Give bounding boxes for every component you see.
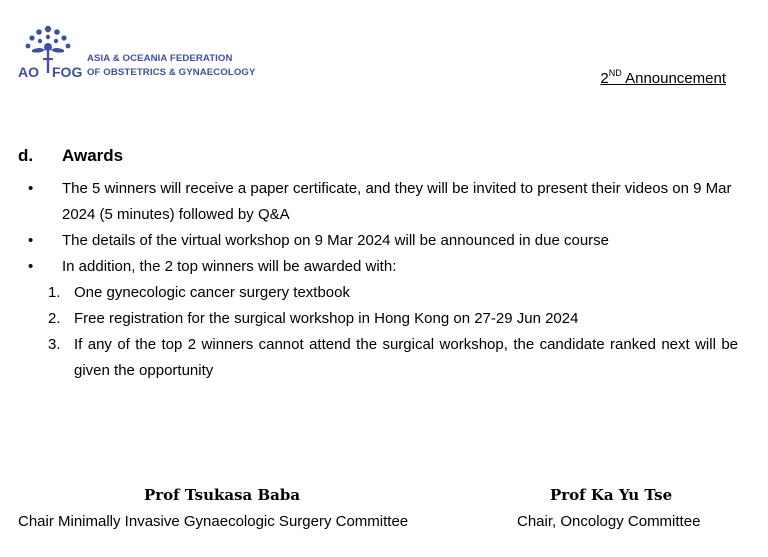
aofog-logo xyxy=(18,22,83,80)
announcement-label: Announcement xyxy=(625,70,726,87)
section-heading xyxy=(18,146,123,166)
list-item xyxy=(18,306,738,332)
item-text: Free registration for the surgical workshop in Hong Kong on 27-29 Jun 2024 xyxy=(74,310,579,327)
bullet-text: In addition, the 2 top winners will be awarded with: xyxy=(62,258,397,275)
item-text: If any of the top 2 winners cannot attend the surgical workshop, the candidate ranked next will be given the opportunity xyxy=(74,336,738,379)
bullet-text: The 5 winners will receive a paper certificate, and they will be invited to present their videos on 9 Mar 2024 (5 minutes) followed by Q&A xyxy=(62,180,732,223)
bullet-marker: • xyxy=(28,232,34,249)
item-number: 2. xyxy=(48,310,61,327)
announcement-number: 2 xyxy=(600,70,609,87)
list-item xyxy=(18,280,738,306)
bullet-marker: • xyxy=(28,258,34,275)
bullet-list xyxy=(18,176,738,280)
signatory-title-1: Chair Minimally Invasive Gynaecologic Surgery Committee xyxy=(18,513,409,530)
bullet-marker: • xyxy=(28,180,34,197)
list-item xyxy=(18,254,738,280)
logo-fog: FOG xyxy=(52,64,83,80)
list-item xyxy=(18,228,738,254)
signatory-name-2: Prof Ka Yu Tse xyxy=(550,486,673,504)
item-number: 3. xyxy=(48,336,61,353)
announcement-suffix: ND xyxy=(608,68,622,78)
section-title: Awards xyxy=(62,146,124,165)
org-line-2: OF OBSTETRICS & GYNAECOLOGY xyxy=(87,67,256,78)
section-letter: d. xyxy=(18,146,34,165)
logo-ao: AO xyxy=(18,64,39,80)
signatory-title-2: Chair, Oncology Committee xyxy=(517,513,701,530)
announcement-heading xyxy=(600,70,726,87)
organization-name xyxy=(87,52,255,80)
signatory-name-1: Prof Tsukasa Baba xyxy=(144,486,301,504)
org-line-1: ASIA & OCEANIA FEDERATION xyxy=(87,53,233,64)
item-number: 1. xyxy=(48,284,61,301)
list-item xyxy=(18,332,738,384)
item-text: One gynecologic cancer surgery textbook xyxy=(74,284,350,301)
bullet-text: The details of the virtual workshop on 9 Mar 2024 will be announced in due course xyxy=(62,232,609,249)
list-item xyxy=(18,176,738,228)
awards-list xyxy=(18,280,738,384)
